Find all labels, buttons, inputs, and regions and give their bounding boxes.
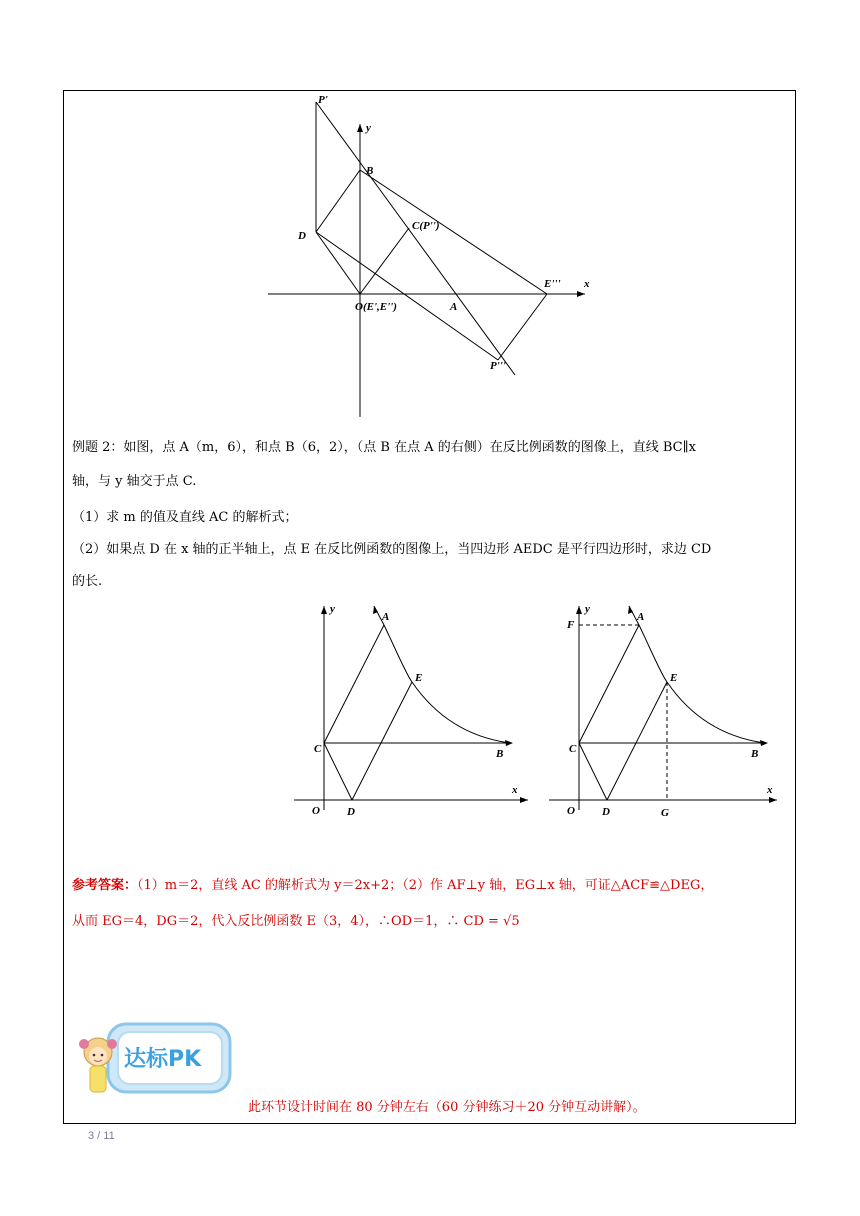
label-a: A — [450, 301, 458, 313]
fig3-label-g: G — [661, 807, 669, 819]
fig3-label-f: F — [567, 619, 575, 631]
fig3-label-o: O — [567, 805, 575, 817]
label-x-axis: x — [584, 278, 590, 290]
label-d: D — [298, 230, 306, 242]
time-note: 此环节设计时间在 80 分钟左右（60 分钟练习＋20 分钟互动讲解）。 — [248, 1100, 646, 1115]
figure-3-diagram — [543, 600, 793, 825]
answer-line1 — [72, 876, 713, 896]
badge-text: 达标PK — [124, 1047, 202, 1072]
label-p-triple: P''' — [490, 360, 506, 372]
fig2-label-a: A — [382, 611, 390, 623]
example2-line1: 例题 2：如图，点 A（m，6），和点 B（6，2），（点 B 在点 A 的右侧）在反比例函数的图像上，直线 BC∥x — [72, 440, 696, 455]
answer-heading: 参考答案： — [72, 878, 138, 893]
answer-line1-text: （1）m＝2，直线 AC 的解析式为 y＝2x+2；（2）作 AF⊥y 轴，EG⊥x 轴，可证△ACF≌△DEG， — [137, 878, 714, 893]
label-origin: O(E',E'') — [355, 301, 397, 313]
fig2-label-y: y — [330, 603, 335, 615]
figure-1-diagram — [260, 92, 600, 422]
label-y-axis: y — [366, 122, 371, 134]
fig2-label-b: B — [496, 748, 504, 760]
fig2-label-e: E — [415, 672, 423, 684]
fig3-label-x: x — [767, 784, 773, 796]
question-2a: （2）如果点 D 在 x 轴的正半轴上，点 E 在反比例函数的图像上，当四边形 AEDC 是平行四边形时，求边 CD — [72, 542, 712, 557]
fig2-label-c: C — [314, 743, 322, 755]
fig2-label-o: O — [312, 805, 320, 817]
label-p-prime: P' — [318, 94, 328, 106]
fig3-label-a: A — [637, 611, 645, 623]
answer-line2: 从而 EG＝4，DG＝2，代入反比例函数 E（3，4），∴OD＝1，∴ CD = √5 — [72, 914, 520, 929]
question-2b: 的长. — [72, 574, 103, 589]
fig2-label-x: x — [512, 784, 518, 796]
fig3-label-b: B — [751, 748, 759, 760]
figure-2-diagram — [288, 600, 538, 825]
example2-line2: 轴，与 y 轴交于点 C. — [72, 474, 197, 489]
fig3-label-d: D — [602, 806, 610, 818]
fig2-label-d: D — [347, 806, 355, 818]
badge-illustration — [78, 1012, 238, 1112]
fig3-label-c: C — [569, 743, 577, 755]
label-c-p: C(P'') — [412, 220, 440, 232]
label-e-triple: E''' — [544, 278, 561, 290]
label-b: B — [366, 165, 374, 177]
page-number: 3 / 11 — [88, 1130, 115, 1142]
question-1: （1）求 m 的值及直线 AC 的解析式； — [72, 510, 298, 525]
fig3-label-y: y — [585, 603, 590, 615]
fig3-label-e: E — [670, 672, 678, 684]
